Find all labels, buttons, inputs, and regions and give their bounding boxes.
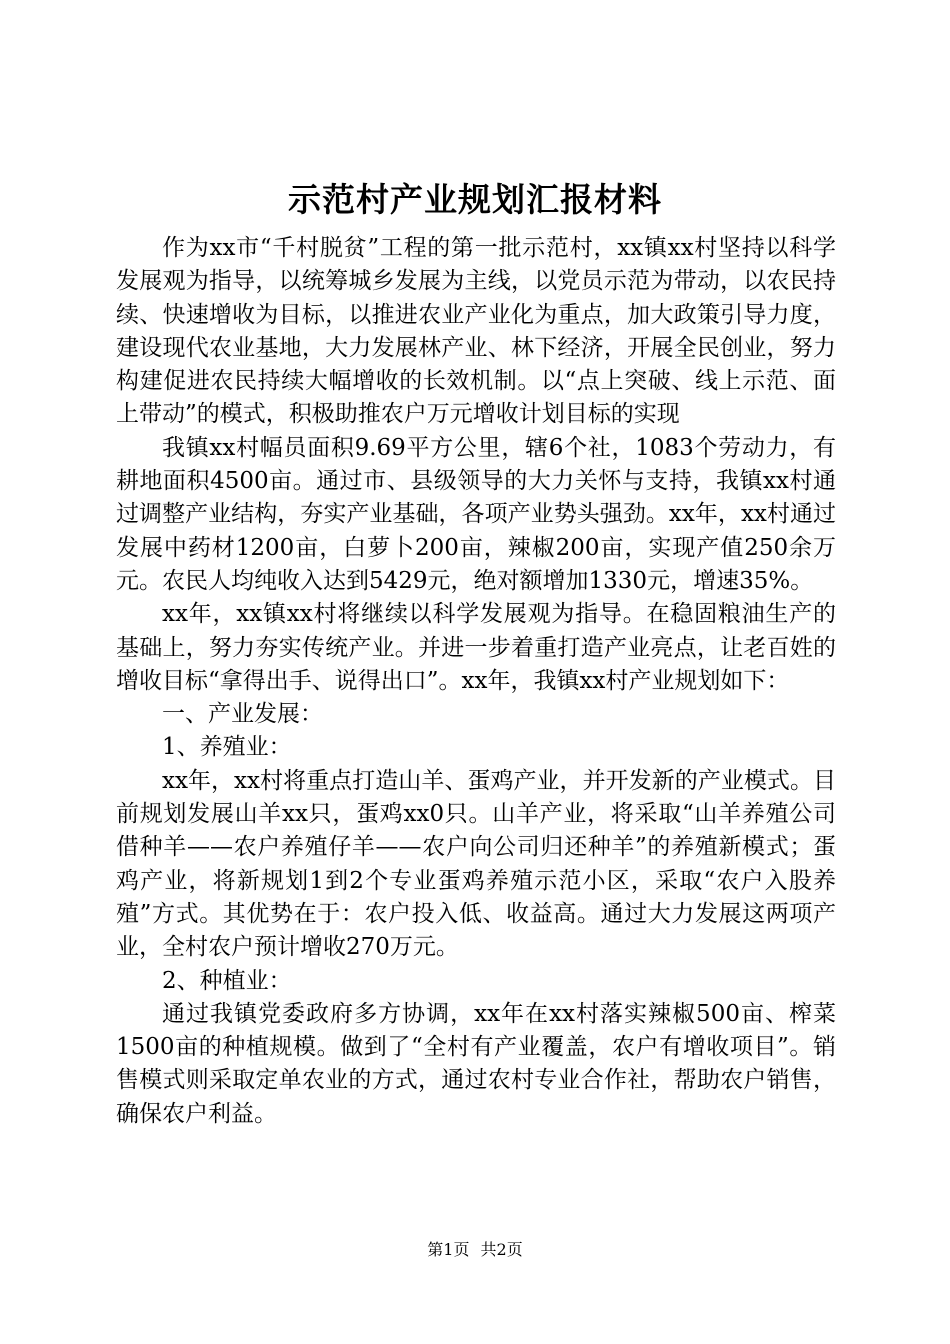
document-body [116,232,836,1131]
paragraph-intro: 作为xx市“千村脱贫”工程的第一批示范村，xx镇xx村坚持以科学发展观为指导，以统筹城乡发展为主线，以党员示范为带动，以农民持续、快速增收为目标，以推进农业产业化为重点，加大政策引导力度，建设现代农业基地，大力发展林产业、林下经济，开展全民创业，努力构建促进农民持续大幅增收的长效机制。以“点上突破、线上示范、面上带动”的模式，积极助推农户万元增收计划目标的实现 [116,235,836,428]
page-total: 共2页 [480,1240,523,1259]
heading-breeding: 1、养殖业： [162,734,292,761]
document-title: 示范村产业规划汇报材料 [288,180,662,219]
paragraph-planting: 通过我镇党委政府多方协调，xx年在xx村落实辣椒500亩、榨菜1500亩的种植规模。做到了“全村有产业覆盖，农户有增收项目”。销售模式则采取定单农业的方式，通过农村专业合作社，帮助农户销售，确保农户利益。 [116,1000,836,1127]
paragraph-breeding: xx年，xx村将重点打造山羊、蛋鸡产业，并开发新的产业模式。目前规划发展山羊xx只，蛋鸡xx0只。山羊产业，将采取“山羊养殖公司借种羊——农户养殖仔羊——农户向公司归还种羊”的养殖新模式；蛋鸡产业，将新规划1到2个专业蛋鸡养殖示范小区，采取“农户入股养殖”方式。其优势在于：农户投入低、收益高。通过大力发展这两项产业，全村农户预计增收270万元。 [116,767,836,961]
heading-industry-development: 一、产业发展： [162,701,323,728]
paragraph-village-overview: 我镇xx村幅员面积9.69平方公里，辖6个社，1083个劳动力，有耕地面积4500亩。通过市、县级领导的大力关怀与支持，我镇xx村通过调整产业结构，夯实产业基础，各项产业势头强劲。xx年，xx村通过发展中药材1200亩，白萝卜200亩，辣椒200亩，实现产值250余万元。农民人均纯收入达到5429元，绝对额增加1330元，增速35%。 [116,434,836,594]
paragraph-plan-intro: xx年，xx镇xx村将继续以科学发展观为指导。在稳固粮油生产的基础上，努力夯实传统产业。并进一步着重打造产业亮点，让老百姓的增收目标“拿得出手、说得出口”。xx年，我镇xx村产业规划如下： [116,601,836,694]
page-footer [0,1240,950,1260]
heading-planting: 2、种植业： [162,967,292,994]
page-number: 第1页 [427,1240,470,1259]
